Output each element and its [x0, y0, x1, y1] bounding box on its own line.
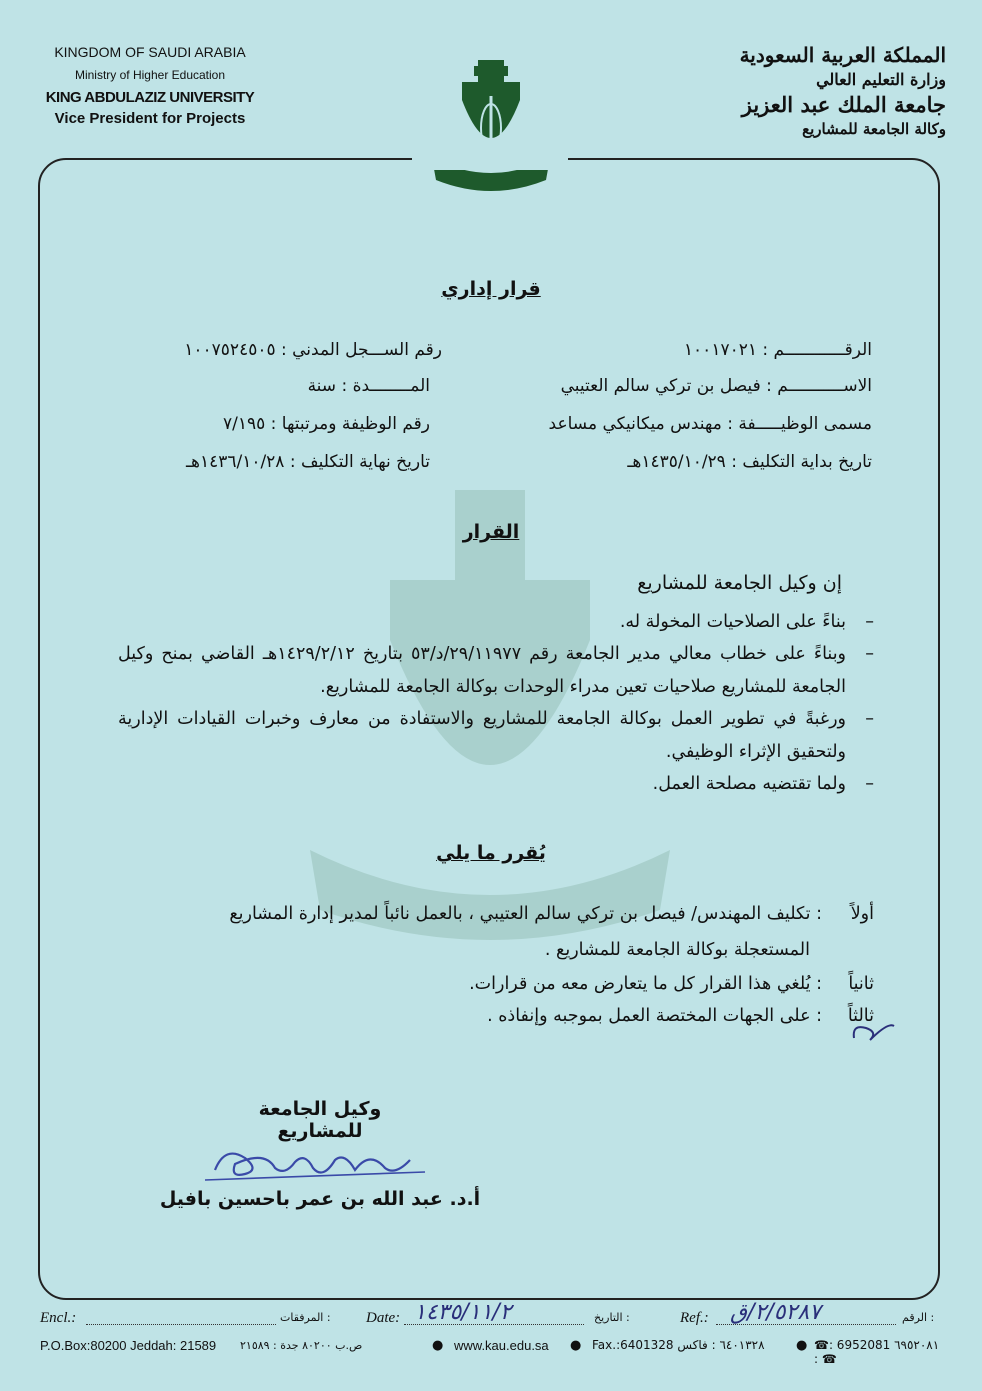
field-job-title: مسمى الوظيـــــفة : مهندس ميكانيكي مساعد [548, 414, 872, 434]
field-job-number: رقم الوظيفة ومرتبتها : ٧/١٩٥ [222, 414, 430, 434]
header-ar-vp: وكالة الجامعة للمشاريع [802, 119, 946, 138]
list-item: – ورغبةً في تطوير العمل بوكالة الجامعة للمشاريع والاستفادة من معارف وخبرات القيادات الإدارية ولتحقيق الإثراء الوظيفي. [118, 703, 874, 768]
footer-ref-label: Ref.: [680, 1310, 709, 1326]
header-en-vp: Vice President for Projects [54, 110, 246, 128]
footer-encl-label-ar: المرفقات : [280, 1311, 331, 1324]
footer-pobox-en: P.O.Box:80200 Jeddah: 21589 [40, 1338, 217, 1353]
list-item: – ولما تقتضيه مصلحة العمل. [118, 768, 874, 800]
list-item: – وبناءً على خطاب معالي مدير الجامعة رقم ٢٩/١١٩٧٧/د/٥٣ بتاريخ ١٤٢٩/٢/١٢هـ القاضي بمنح وكيل الجامعة للمشاريع صلاحيات تعين مدراء الوحدات بوكالة الجامعة للمشاريع. [118, 638, 874, 703]
field-number: الرقــــــــــــم : ١٠٠١٧٠٢١ [683, 340, 872, 360]
header-ar-ministry: وزارة التعليم العالي [816, 70, 946, 89]
resolution-1-text: : تكليف المهندس/ فيصل بن تركي سالم العتيبي ، بالعمل نائباً لمدير إدارة المشاريع [229, 904, 822, 924]
header-en-kingdom: KINGDOM OF SAUDI ARABIA [54, 44, 246, 60]
footer-pobox-ar: ص.ب ٨٠٢٠٠ جدة : ٢١٥٨٩ [240, 1339, 363, 1352]
decision-basis-list [118, 606, 874, 800]
field-start-date: تاريخ بداية التكليف : ١٤٣٥/١٠/٢٩هـ [627, 452, 872, 472]
footer-bullet: ● [570, 1338, 582, 1353]
header-en-university: KING ABDULAZIZ UNIVERSITY [45, 88, 255, 106]
footer-encl-line [86, 1324, 276, 1325]
signatory-name: أ.د. عبد الله بن عمر باحسين بافيل [159, 1188, 481, 1210]
resolution-1-cont: المستعجلة بوكالة الجامعة للمشاريع . [544, 940, 810, 960]
resolution-1-label: أولاً [850, 904, 874, 924]
decision-intro: إن وكيل الجامعة للمشاريع [637, 572, 842, 594]
field-name: الاســـــــــــم : فيصل بن تركي سالم العتيبي [560, 376, 872, 396]
footer-date-label-ar: التاريخ : [594, 1311, 630, 1324]
header-ar-kingdom: المملكة العربية السعودية [739, 43, 946, 67]
header-en-ministry: Ministry of Higher Education [74, 67, 226, 82]
handwritten-mark [848, 1016, 898, 1046]
resolution-3-label: ثالثاً [847, 1006, 874, 1026]
footer-bullet: ● [432, 1338, 444, 1353]
decision-title: القرار [462, 521, 520, 543]
document-title: قرار إداري [441, 278, 541, 300]
signature [205, 1140, 435, 1190]
footer-phone: ☎: 6952081 ٦٩٥٢٠٨١ : ☎ [814, 1338, 940, 1366]
frame-gap [412, 150, 568, 170]
field-end-date: تاريخ نهاية التكليف : ١٤٣٦/١٠/٢٨هـ [185, 452, 430, 472]
footer-ref-value: ٢/٥٢٨٧/ق [730, 1300, 821, 1325]
resolves-title: يُقرر ما يلي [436, 842, 546, 864]
header-arabic [726, 42, 946, 139]
resolution-2-label: ثانياً [848, 974, 874, 994]
header-english [40, 44, 260, 129]
signatory-title: وكيل الجامعة للمشاريع [258, 1098, 382, 1142]
footer-ref-label-ar: الرقم : [902, 1311, 935, 1324]
field-duration: المــــــــدة : سنة [307, 376, 430, 396]
footer-reference-row [40, 1300, 945, 1332]
field-civil-id: رقم الســـجل المدني : ١٠٠٧٥٢٤٥٠٥ [184, 340, 442, 360]
footer-website: www.kau.edu.sa [454, 1338, 549, 1353]
list-item: – بناءً على الصلاحيات المخولة له. [118, 606, 874, 638]
resolution-3-text: : على الجهات المختصة العمل بموجبه وإنفاذه . [487, 1006, 822, 1026]
header-ar-university: جامعة الملك عبد العزيز [741, 91, 946, 117]
footer-fax: Fax.:6401328 ٦٤٠١٣٢٨ : فاكس [592, 1338, 765, 1352]
resolution-2-text: : يُلغي هذا القرار كل ما يتعارض معه من قرارات. [469, 974, 822, 994]
footer-bullet: ● [796, 1338, 808, 1353]
footer-date-value: ١٤٣٥/١١/٢ [414, 1300, 512, 1325]
footer-date-label: Date: [366, 1310, 401, 1326]
footer-encl-label: Encl.: [40, 1310, 77, 1326]
